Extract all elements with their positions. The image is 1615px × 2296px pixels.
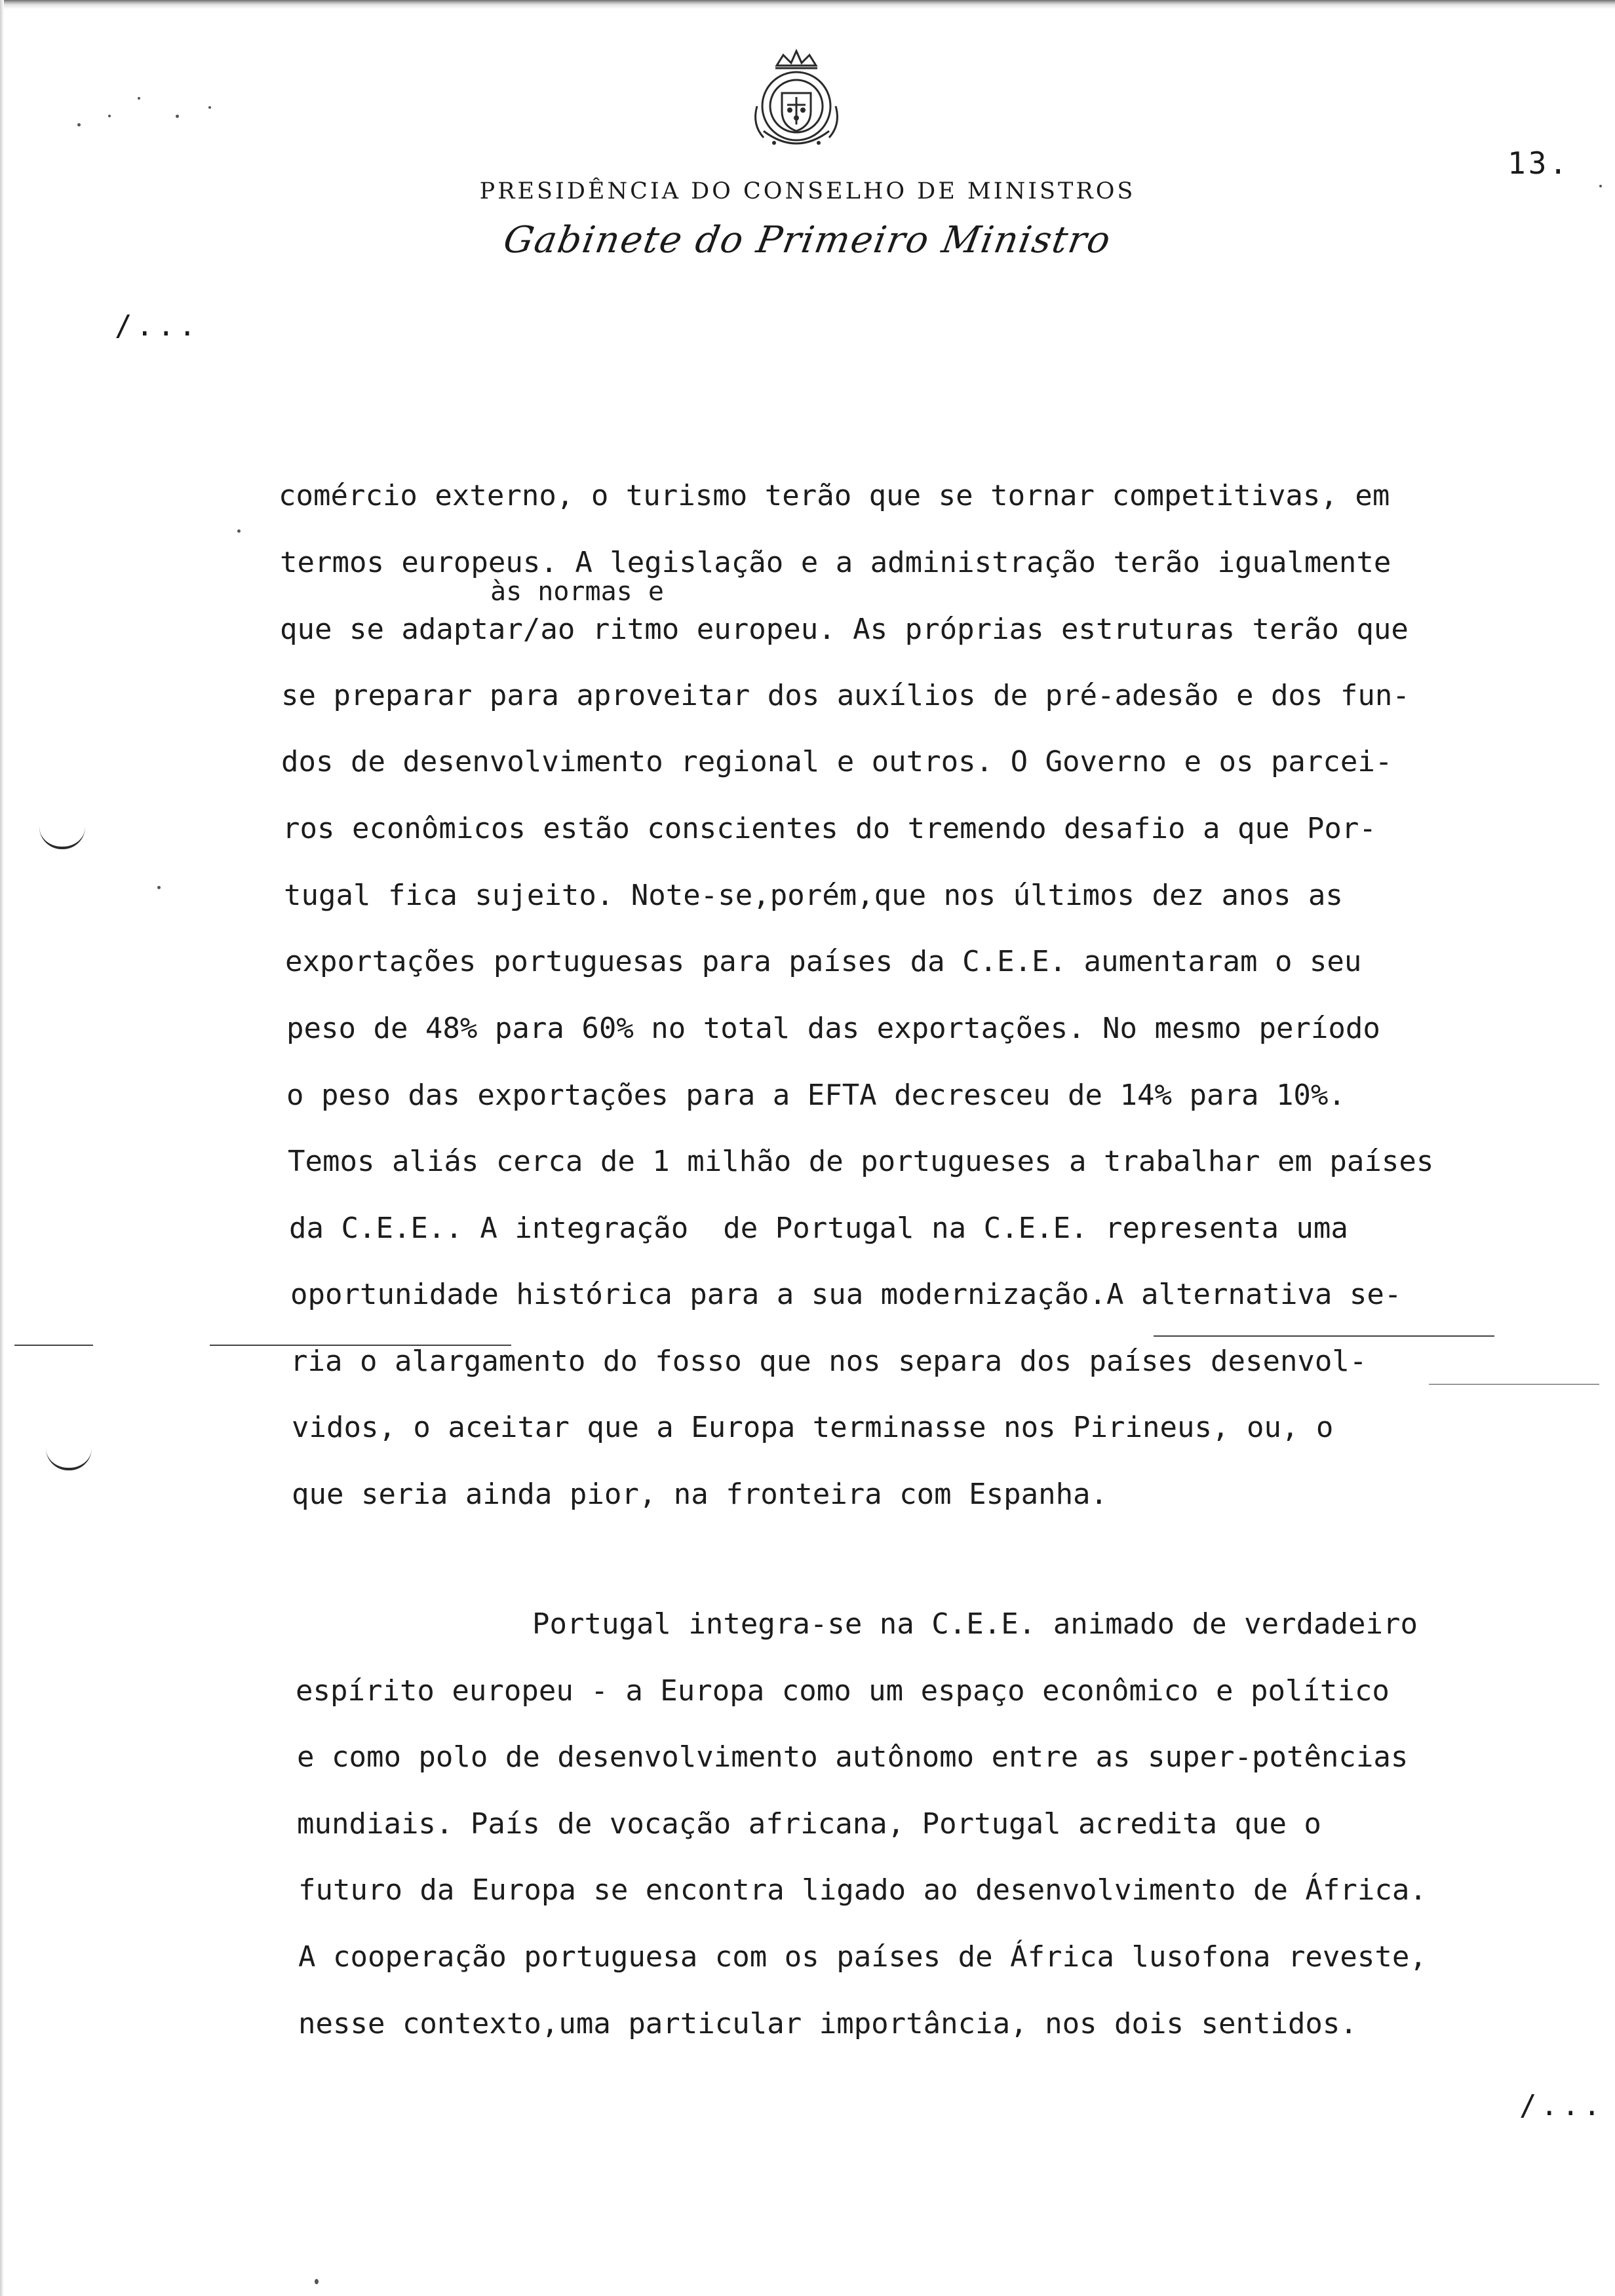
scan-top-edge (0, 0, 1615, 9)
margin-mark (39, 827, 85, 849)
scan-left-edge (0, 0, 4, 2296)
margin-rule (1429, 1384, 1599, 1385)
continuation-marker-bottom: /... (1519, 2089, 1605, 2122)
text-line: oportunidade histórica para a sua modernização.A alternativa se- (290, 1278, 1402, 1311)
scan-speck (108, 115, 111, 117)
scan-speck (157, 886, 161, 889)
text-line: ros econômicos estão conscientes do tremendo desafio a que Por- (282, 812, 1376, 845)
text-line: que seria ainda pior, na fronteira com Espanha. (292, 1478, 1108, 1511)
scan-speck (315, 2279, 319, 2284)
text-line: comércio externo, o turismo terão que se tornar competitivas, em (279, 479, 1390, 512)
text-line: ria o alargamento do fosso que nos separa dos países desenvol- (290, 1345, 1367, 1378)
margin-mark (46, 1448, 92, 1470)
text-line: dos de desenvolvimento regional e outros. O Governo e os parcei- (281, 745, 1393, 778)
text-line: se preparar para aproveitar dos auxílios de pré-adesão e dos fun- (281, 679, 1410, 712)
coat-of-arms-seal-icon (737, 46, 855, 161)
text-line: exportações portuguesas para países da C.E.E. aumentaram o seu (285, 945, 1362, 978)
scan-speck (208, 106, 211, 109)
cabinet-name: Gabinete do Primeiro Ministro (500, 219, 1115, 261)
text-line: peso de 48% para 60% no total das exportações. No mesmo período (286, 1012, 1380, 1045)
text-line: Portugal integra-se na C.E.E. animado de verdadeiro (532, 1607, 1418, 1641)
scan-speck (77, 123, 81, 126)
scan-speck (237, 529, 241, 533)
text-line: futuro da Europa se encontra ligado ao desenvolvimento de África. (298, 1873, 1427, 1907)
text-line: nesse contexto,uma particular importância, nos dois sentidos. (298, 2007, 1357, 2040)
text-line: A cooperação portuguesa com os países de África lusofona reveste, (298, 1940, 1427, 1974)
text-line: termos europeus. A legislação e a administração terão igualmente (280, 546, 1391, 579)
text-line: espírito europeu - a Europa como um espaço econômico e político (296, 1674, 1390, 1708)
text-line: que se adaptar/ao ritmo europeu. As próprias estruturas terão que (280, 613, 1409, 646)
handwritten-insertion: às normas e (490, 577, 664, 607)
text-line: vidos, o aceitar que a Europa terminasse nos Pirineus, ou, o (292, 1411, 1334, 1444)
text-line: e como polo de desenvolvimento autônomo entre as super-potências (297, 1740, 1409, 1774)
margin-rule (14, 1345, 93, 1346)
text-line: tugal fica sujeito. Note-se,porém,que nos últimos dez anos as (284, 879, 1343, 912)
page-number: 13. (1508, 145, 1570, 181)
scan-speck (138, 97, 140, 100)
text-line: o peso das exportações para a EFTA decresceu de 14% para 10%. (286, 1079, 1346, 1112)
text-line: da C.E.E.. A integração de Portugal na C.E.E. representa uma (289, 1212, 1348, 1245)
institution-name: PRESIDÊNCIA DO CONSELHO DE MINISTROS (479, 178, 1136, 204)
scan-speck (176, 115, 179, 118)
continuation-marker-top: /... (115, 309, 200, 343)
text-line: mundiais. País de vocação africana, Portugal acredita que o (297, 1807, 1321, 1841)
text-line: Temos aliás cerca de 1 milhão de portugueses a trabalhar em países (288, 1145, 1434, 1178)
margin-rule (1154, 1335, 1494, 1337)
